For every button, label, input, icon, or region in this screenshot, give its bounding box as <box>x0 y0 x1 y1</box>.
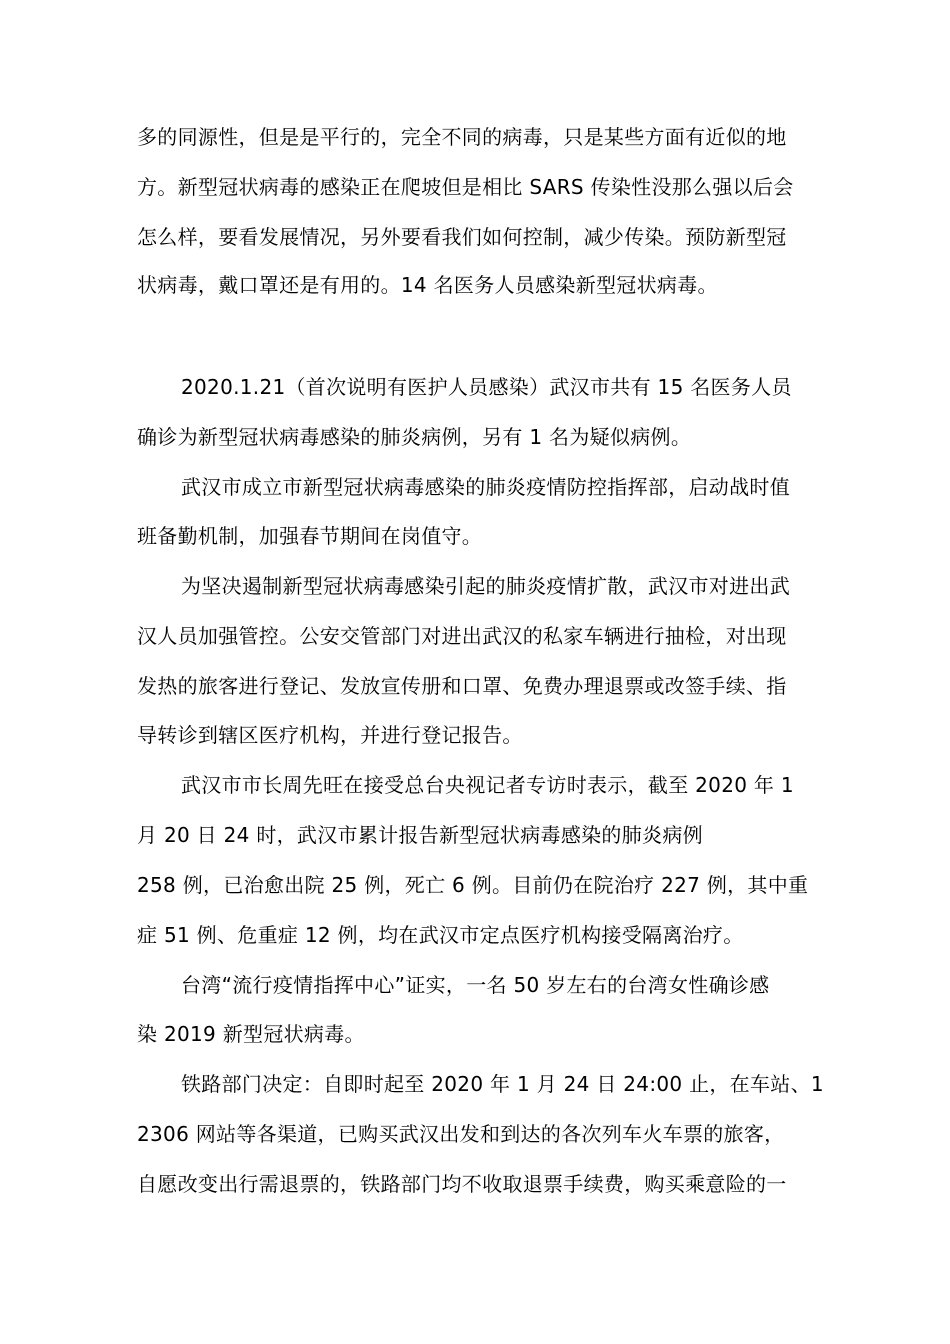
text-line: 怎么样，要看发展情况，另外要看我们如何控制，减少传染。预防新型冠 <box>137 225 787 249</box>
text-line: 发热的旅客进行登记、发放宣传册和口罩、免费办理退票或改签手续、指 <box>137 674 787 698</box>
text-line: 台湾“流行疫情指挥中心”证实，一名 50 岁左右的台湾女性确诊感 <box>181 973 770 997</box>
text-line: 为坚决遏制新型冠状病毒感染引起的肺炎疫情扩散，武汉市对进出武 <box>181 574 790 598</box>
text-line: 班备勤机制，加强春节期间在岗值守。 <box>137 524 483 548</box>
text-line: 2020.1.21（首次说明有医护人员感染）武汉市共有 15 名医务人员 <box>181 375 792 399</box>
text-line: 258 例，已治愈出院 25 例，死亡 6 例。目前仍在院治疗 227 例，其中重 <box>137 873 809 897</box>
text-line: 自愿改变出行需退票的，铁路部门均不收取退票手续费，购买乘意险的一 <box>137 1172 787 1196</box>
text-line: 状病毒，戴口罩还是有用的。14 名医务人员感染新型冠状病毒。 <box>137 273 718 297</box>
text-line: 铁路部门决定：自即时起至 2020 年 1 月 24 日 24:00 止，在车站、1 <box>181 1072 824 1096</box>
text-line: 汉人员加强管控。公安交管部门对进出武汉的私家车辆进行抽检，对出现 <box>137 624 787 648</box>
text-line: 方。新型冠状病毒的感染正在爬坡但是相比 SARS 传染性没那么强以后会 <box>137 175 794 199</box>
text-line: 导转诊到辖区医疗机构，并进行登记报告。 <box>137 723 523 747</box>
text-line: 武汉市市长周先旺在接受总台央视记者专访时表示，截至 2020 年 1 <box>181 773 794 797</box>
text-line: 武汉市成立市新型冠状病毒感染的肺炎疫情防控指挥部，启动战时值 <box>181 475 790 499</box>
text-line: 染 2019 新型冠状病毒。 <box>137 1022 365 1046</box>
text-line: 多的同源性，但是是平行的，完全不同的病毒，只是某些方面有近似的地 <box>137 125 787 149</box>
text-line: 月 20 日 24 时，武汉市累计报告新型冠状病毒感染的肺炎病例 <box>137 823 703 847</box>
text-line: 2306 网站等各渠道，已购买武汉出发和到达的各次列车火车票的旅客， <box>137 1122 785 1146</box>
text-line: 症 51 例、危重症 12 例，均在武汉市定点医疗机构接受隔离治疗。 <box>137 923 744 947</box>
text-line: 确诊为新型冠状病毒感染的肺炎病例，另有 1 名为疑似病例。 <box>137 425 692 449</box>
